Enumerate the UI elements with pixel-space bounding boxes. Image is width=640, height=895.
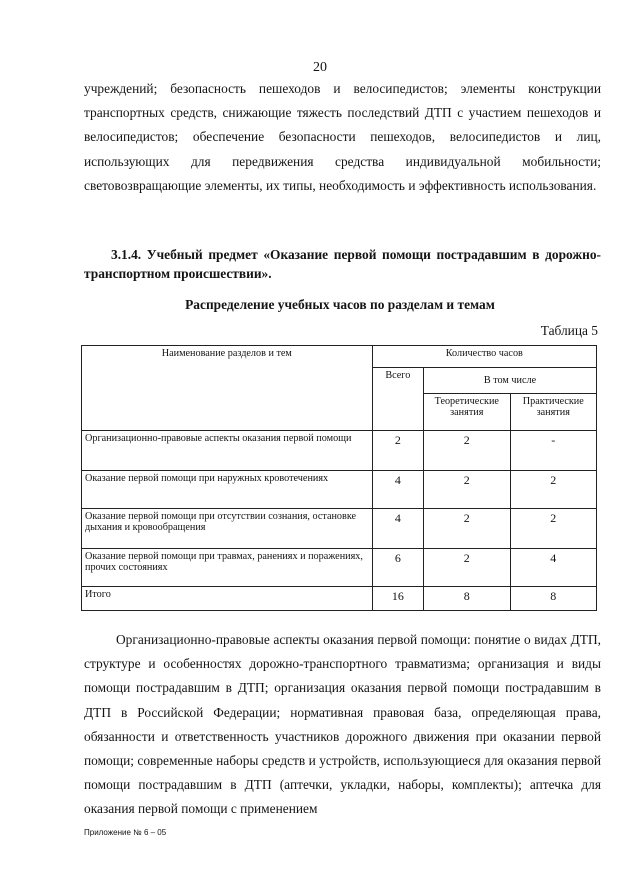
row-total: 4: [372, 509, 423, 549]
table-row: [82, 549, 597, 587]
header-practice: Практические занятия: [510, 394, 596, 431]
table-row: [82, 509, 597, 549]
row-theory: 2: [424, 549, 511, 587]
row-practice: 2: [510, 471, 596, 509]
row-practice: -: [510, 431, 596, 471]
row-name: Оказание первой помощи при наружных кровотечениях: [82, 471, 373, 509]
row-name: Оказание первой помощи при травмах, ранениях и поражениях, прочих состояниях: [82, 549, 373, 587]
intro-paragraph: учреждений; безопасность пешеходов и велосипедистов; элементы конструкции транспортных средств, снижающие тяжесть последствий ДТП с участием пешеходов и велосипедистов; обеспечение безопасности пешеходов, велосипедистов и лиц, использующих для передвижения средства индивидуальной мобильности; световозвращающие элементы, их типы, необходимость и эффективность использования.: [84, 81, 601, 193]
row-total: 6: [372, 549, 423, 587]
table-header-row: [82, 346, 597, 368]
body-paragraph: Организационно-правовые аспекты оказания первой помощи: понятие о видах ДТП, структуре и особенностях дорожно-транспортного травматизма; организация и виды помощи пострадавшим в ДТП; организация оказания первой помощи пострадавшим в ДТП в Российской Федерации; нормативная правовая база, определяющая права, обязанности и ответственность участников дорожного движения при оказании первой помощи; современные наборы средств и устройств, использующиеся для оказания первой помощи пострадавшим в ДТП (аптечки, укладки, наборы, комплекты); аптечка для оказания первой помощи с применением: [84, 632, 601, 817]
row-theory: 2: [424, 431, 511, 471]
table-row: [82, 431, 597, 471]
row-total: 4: [372, 471, 423, 509]
header-total: Всего: [372, 368, 423, 431]
table-title: Распределение учебных часов по разделам и темам: [185, 297, 495, 312]
hours-table: [81, 345, 597, 611]
header-including: В том числе: [424, 368, 597, 394]
page-number: 20: [313, 60, 327, 75]
row-theory: 2: [424, 471, 511, 509]
footer-note: Приложение № 6 – 05: [84, 828, 167, 837]
row-theory: 2: [424, 509, 511, 549]
table-row: [82, 587, 597, 611]
row-practice: 2: [510, 509, 596, 549]
row-practice: 8: [510, 587, 596, 611]
row-name: Итого: [82, 587, 373, 611]
row-total: 16: [372, 587, 423, 611]
table-label: Таблица 5: [540, 323, 598, 338]
row-theory: 8: [424, 587, 511, 611]
row-name: Оказание первой помощи при отсутствии сознания, остановке дыхания и кровообращения: [82, 509, 373, 549]
table-row: [82, 471, 597, 509]
header-hours: Количество часов: [372, 346, 596, 368]
section-heading: 3.1.4. Учебный предмет «Оказание первой помощи пострадавшим в дорожно-транспортном происшествии».: [84, 247, 601, 281]
header-theory: Теоретические занятия: [424, 394, 511, 431]
row-practice: 4: [510, 549, 596, 587]
row-name: Организационно-правовые аспекты оказания первой помощи: [82, 431, 373, 471]
row-total: 2: [372, 431, 423, 471]
header-name: Наименование разделов и тем: [82, 346, 373, 431]
